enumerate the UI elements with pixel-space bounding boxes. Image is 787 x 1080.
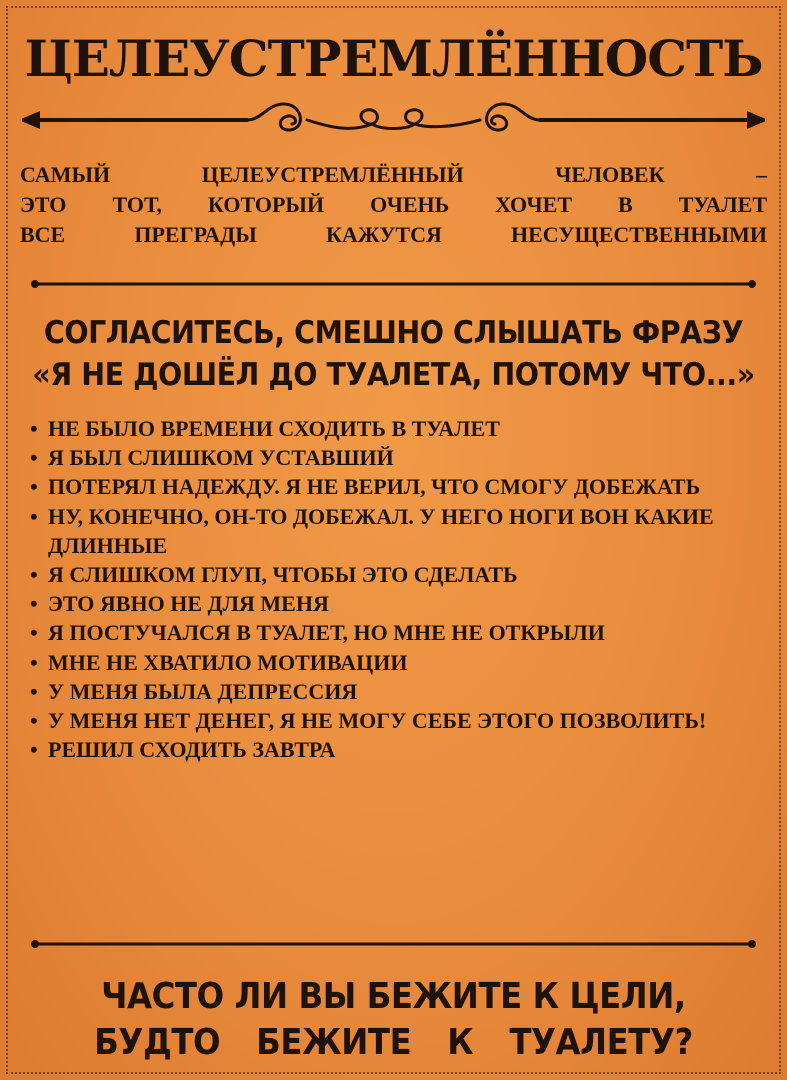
flourish-ornament-icon — [22, 98, 765, 142]
list-item: • У МЕНЯ БЫЛА ДЕПРЕССИЯ — [30, 677, 761, 706]
list-item: • ПОТЕРЯЛ НАДЕЖДУ. Я НЕ ВЕРИЛ, ЧТО СМОГУ ДОБЕЖАТЬ — [30, 472, 761, 501]
closing-question — [39, 974, 747, 1066]
intro-line: ВСЕ ПРЕГРАДЫ КАЖУТСЯ НЕСУЩЕСТВЕННЫМИ — [20, 222, 767, 247]
headline-line: СОГЛАСИТЕСЬ, СМЕШНО СЛЫШАТЬ ФРАЗУ — [43, 315, 744, 351]
reasons-list — [30, 414, 761, 764]
divider-line-icon — [30, 938, 757, 950]
list-item: • НЕ БЫЛО ВРЕМЕНИ СХОДИТЬ В ТУАЛЕТ — [30, 414, 761, 443]
list-item: • Я ПОСТУЧАЛСЯ В ТУАЛЕТ, НО МНЕ НЕ ОТКРЫЛИ — [30, 618, 761, 647]
closing-line: БУДТО БЕЖИТЕ К ТУАЛЕТУ? — [94, 1022, 693, 1063]
intro-line: САМЫЙ ЦЕЛЕУСТРЕМЛЁННЫЙ ЧЕЛОВЕК – — [20, 162, 767, 187]
list-item: • Я БЫЛ СЛИШКОМ УСТАВШИЙ — [30, 443, 761, 472]
divider-line-icon — [30, 278, 757, 290]
intro-text — [20, 160, 767, 250]
closing-line: ЧАСТО ЛИ ВЫ БЕЖИТЕ К ЦЕЛИ, — [101, 976, 686, 1017]
list-item: • Я СЛИШКОМ ГЛУП, ЧТОБЫ ЭТО СДЕЛАТЬ — [30, 560, 761, 589]
list-item: • МНЕ НЕ ХВАТИЛО МОТИВАЦИИ — [30, 648, 761, 677]
list-item: • НУ, КОНЕЧНО, ОН-ТО ДОБЕЖАЛ. У НЕГО НОГИ ВОН КАКИЕ ДЛИННЫЕ — [30, 502, 761, 560]
intro-line: ЭТО ТОТ, КОТОРЫЙ ОЧЕНЬ ХОЧЕТ В ТУАЛЕТ — [20, 192, 767, 217]
headline — [31, 312, 755, 396]
headline-line: «Я НЕ ДОШЁЛ ДО ТУАЛЕТА, ПОТОМУ ЧТО...» — [32, 357, 755, 393]
list-item: • РЕШИЛ СХОДИТЬ ЗАВТРА — [30, 735, 761, 764]
list-item: • ЭТО ЯВНО НЕ ДЛЯ МЕНЯ — [30, 589, 761, 618]
list-item: • У МЕНЯ НЕТ ДЕНЕГ, Я НЕ МОГУ СЕБЕ ЭТОГО ПОЗВОЛИТЬ! — [30, 706, 761, 735]
poster-title: ЦЕЛЕУСТРЕМЛЁННОСТЬ — [24, 29, 763, 88]
